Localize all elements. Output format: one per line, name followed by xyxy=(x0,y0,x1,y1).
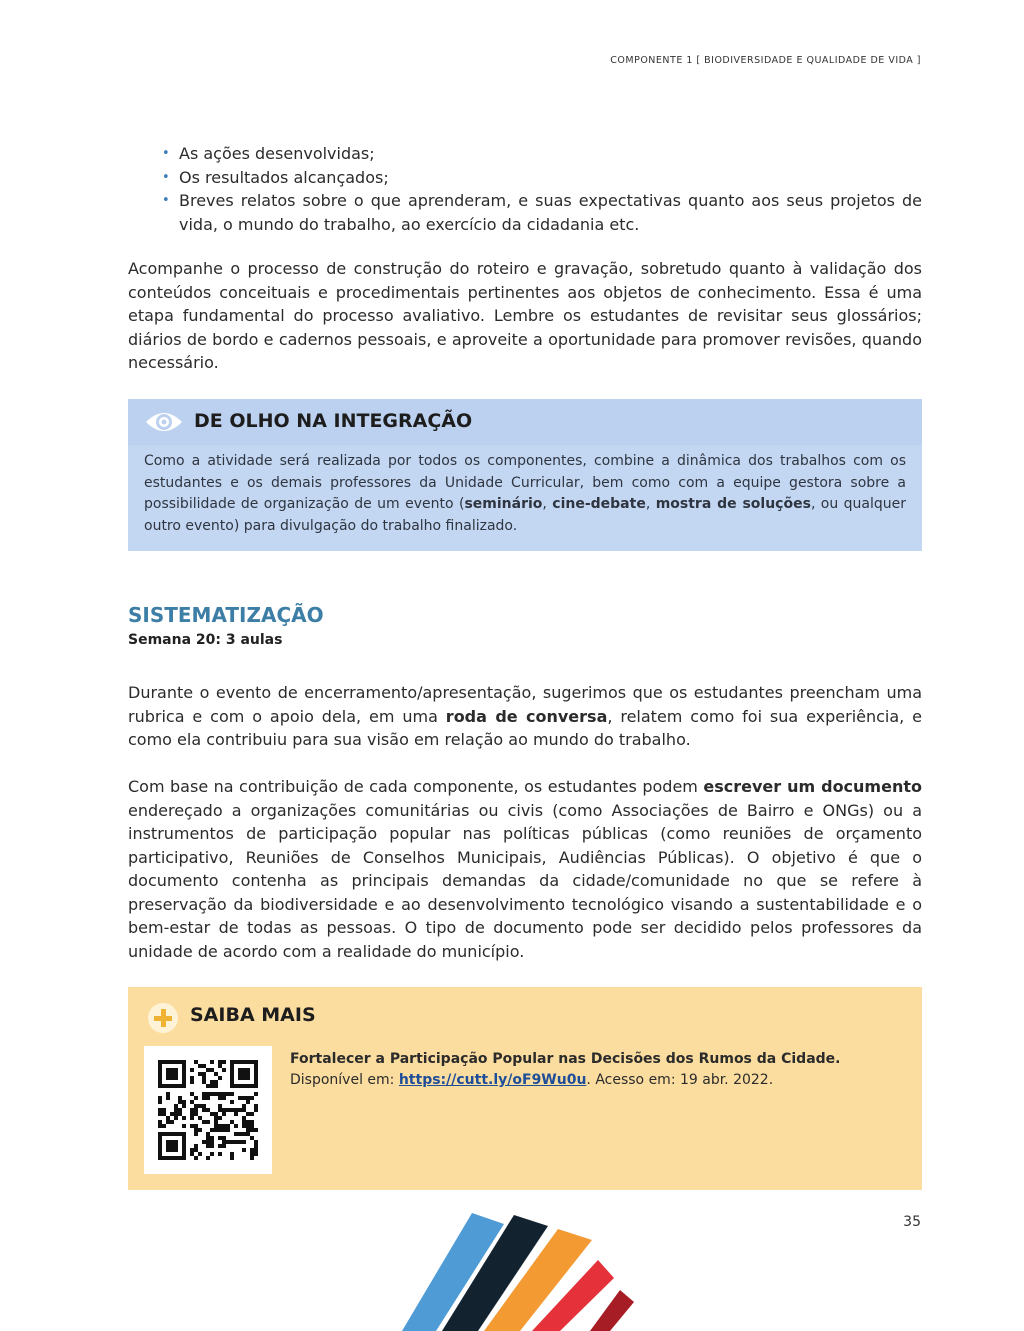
section-subtitle: Semana 20: 3 aulas xyxy=(128,632,283,648)
stripe-blue xyxy=(402,1213,504,1331)
page-number: 35 xyxy=(903,1214,921,1230)
plus-icon xyxy=(148,1003,178,1033)
stripe-orange xyxy=(484,1229,592,1331)
bullet-list xyxy=(162,142,922,236)
integration-box-title: DE OLHO NA INTEGRAÇÃO xyxy=(194,410,473,432)
stripe-red xyxy=(532,1260,614,1331)
stripe-darkred xyxy=(590,1290,634,1331)
list-item: • As ações desenvolvidas; xyxy=(162,142,922,166)
saiba-mais-title: SAIBA MAIS xyxy=(190,1004,316,1026)
qr-code-card xyxy=(144,1046,272,1174)
integration-box xyxy=(128,399,922,551)
reference-availability: Disponível em: https://cutt.ly/oF9Wu0u. Acesso em: 19 abr. 2022. xyxy=(290,1072,774,1088)
paragraph-evento: Durante o evento de encerramento/apresentação, sugerimos que os estudantes preencham uma rubrica e com o apoio dela, em uma roda de conversa, relatem como foi sua experiência, e como ela contribuiu para sua visão em relação ao mundo do trabalho. xyxy=(128,683,923,749)
saiba-mais-box xyxy=(128,987,922,1190)
list-item: • Os resultados alcançados; xyxy=(162,166,922,190)
integration-box-text: Como a atividade será realizada por todos os componentes, combine a dinâmica dos trabalhos com os estudantes e os demais professores da Unidade Curricular, bem como com a equipe gestora sobre a possibilidade de organização de um evento (seminário, cine-debate, mostra de soluções, ou qualquer outro evento) para divulgação do trabalho finalizado. xyxy=(144,453,907,534)
reference-title: Fortalecer a Participação Popular nas Decisões dos Rumos da Cidade. xyxy=(290,1051,841,1067)
eye-icon xyxy=(144,408,184,436)
running-header: COMPONENTE 1 [ BIODIVERSIDADE E QUALIDADE DE VIDA ] xyxy=(610,55,921,66)
section-title: SISTEMATIZAÇÃO xyxy=(128,603,324,627)
stripe-navy xyxy=(442,1215,548,1331)
paragraph-roteiro: Acompanhe o processo de construção do roteiro e gravação, sobretudo quanto à validação dos conteúdos conceituais e procedimentais pertinentes aos objetos de conhecimento. Essa é uma etapa fundamental do processo avaliativo. Lembre os estudantes de revisitar seus glossários; diários de bordo e cadernos pessoais, e aproveite a oportunidade para promover revisões, quando necessário. xyxy=(128,259,922,372)
reference-text xyxy=(290,1049,910,1091)
bold-term-mostra: mostra de soluções xyxy=(655,496,811,512)
bold-term-cine-debate: cine-debate xyxy=(552,496,646,512)
paragraph-documento: Com base na contribuição de cada componente, os estudantes podem escrever um documento endereçado a organizações comunitárias ou civis (como Associações de Bairro e ONGs) ou a instrumentos de participação popular nas políticas públicas (como reuniões de orçamento participativo, Reuniões de Conselhos Municipais, Audiências Públicas). O objetivo é que o documento contenha as principais demandas da cidade/comunidade no que se refere à preservação da biodiversidade e ao desenvolvimento tecnológico visando a sustentabilidade e o bem-estar de todas as pessoas. O tipo de documento pode ser decidido pelos professores da unidade de acordo com a realidade do município. xyxy=(128,777,922,961)
list-item: • Breves relatos sobre o que aprenderam, e suas expectativas quanto aos seus projetos de vida, o mundo do trabalho, ao exercício da cidadania etc. xyxy=(162,189,922,236)
qr-code-icon xyxy=(144,1046,272,1174)
reference-link[interactable]: https://cutt.ly/oF9Wu0u xyxy=(398,1072,587,1088)
bold-term-seminario: seminário xyxy=(464,496,543,512)
